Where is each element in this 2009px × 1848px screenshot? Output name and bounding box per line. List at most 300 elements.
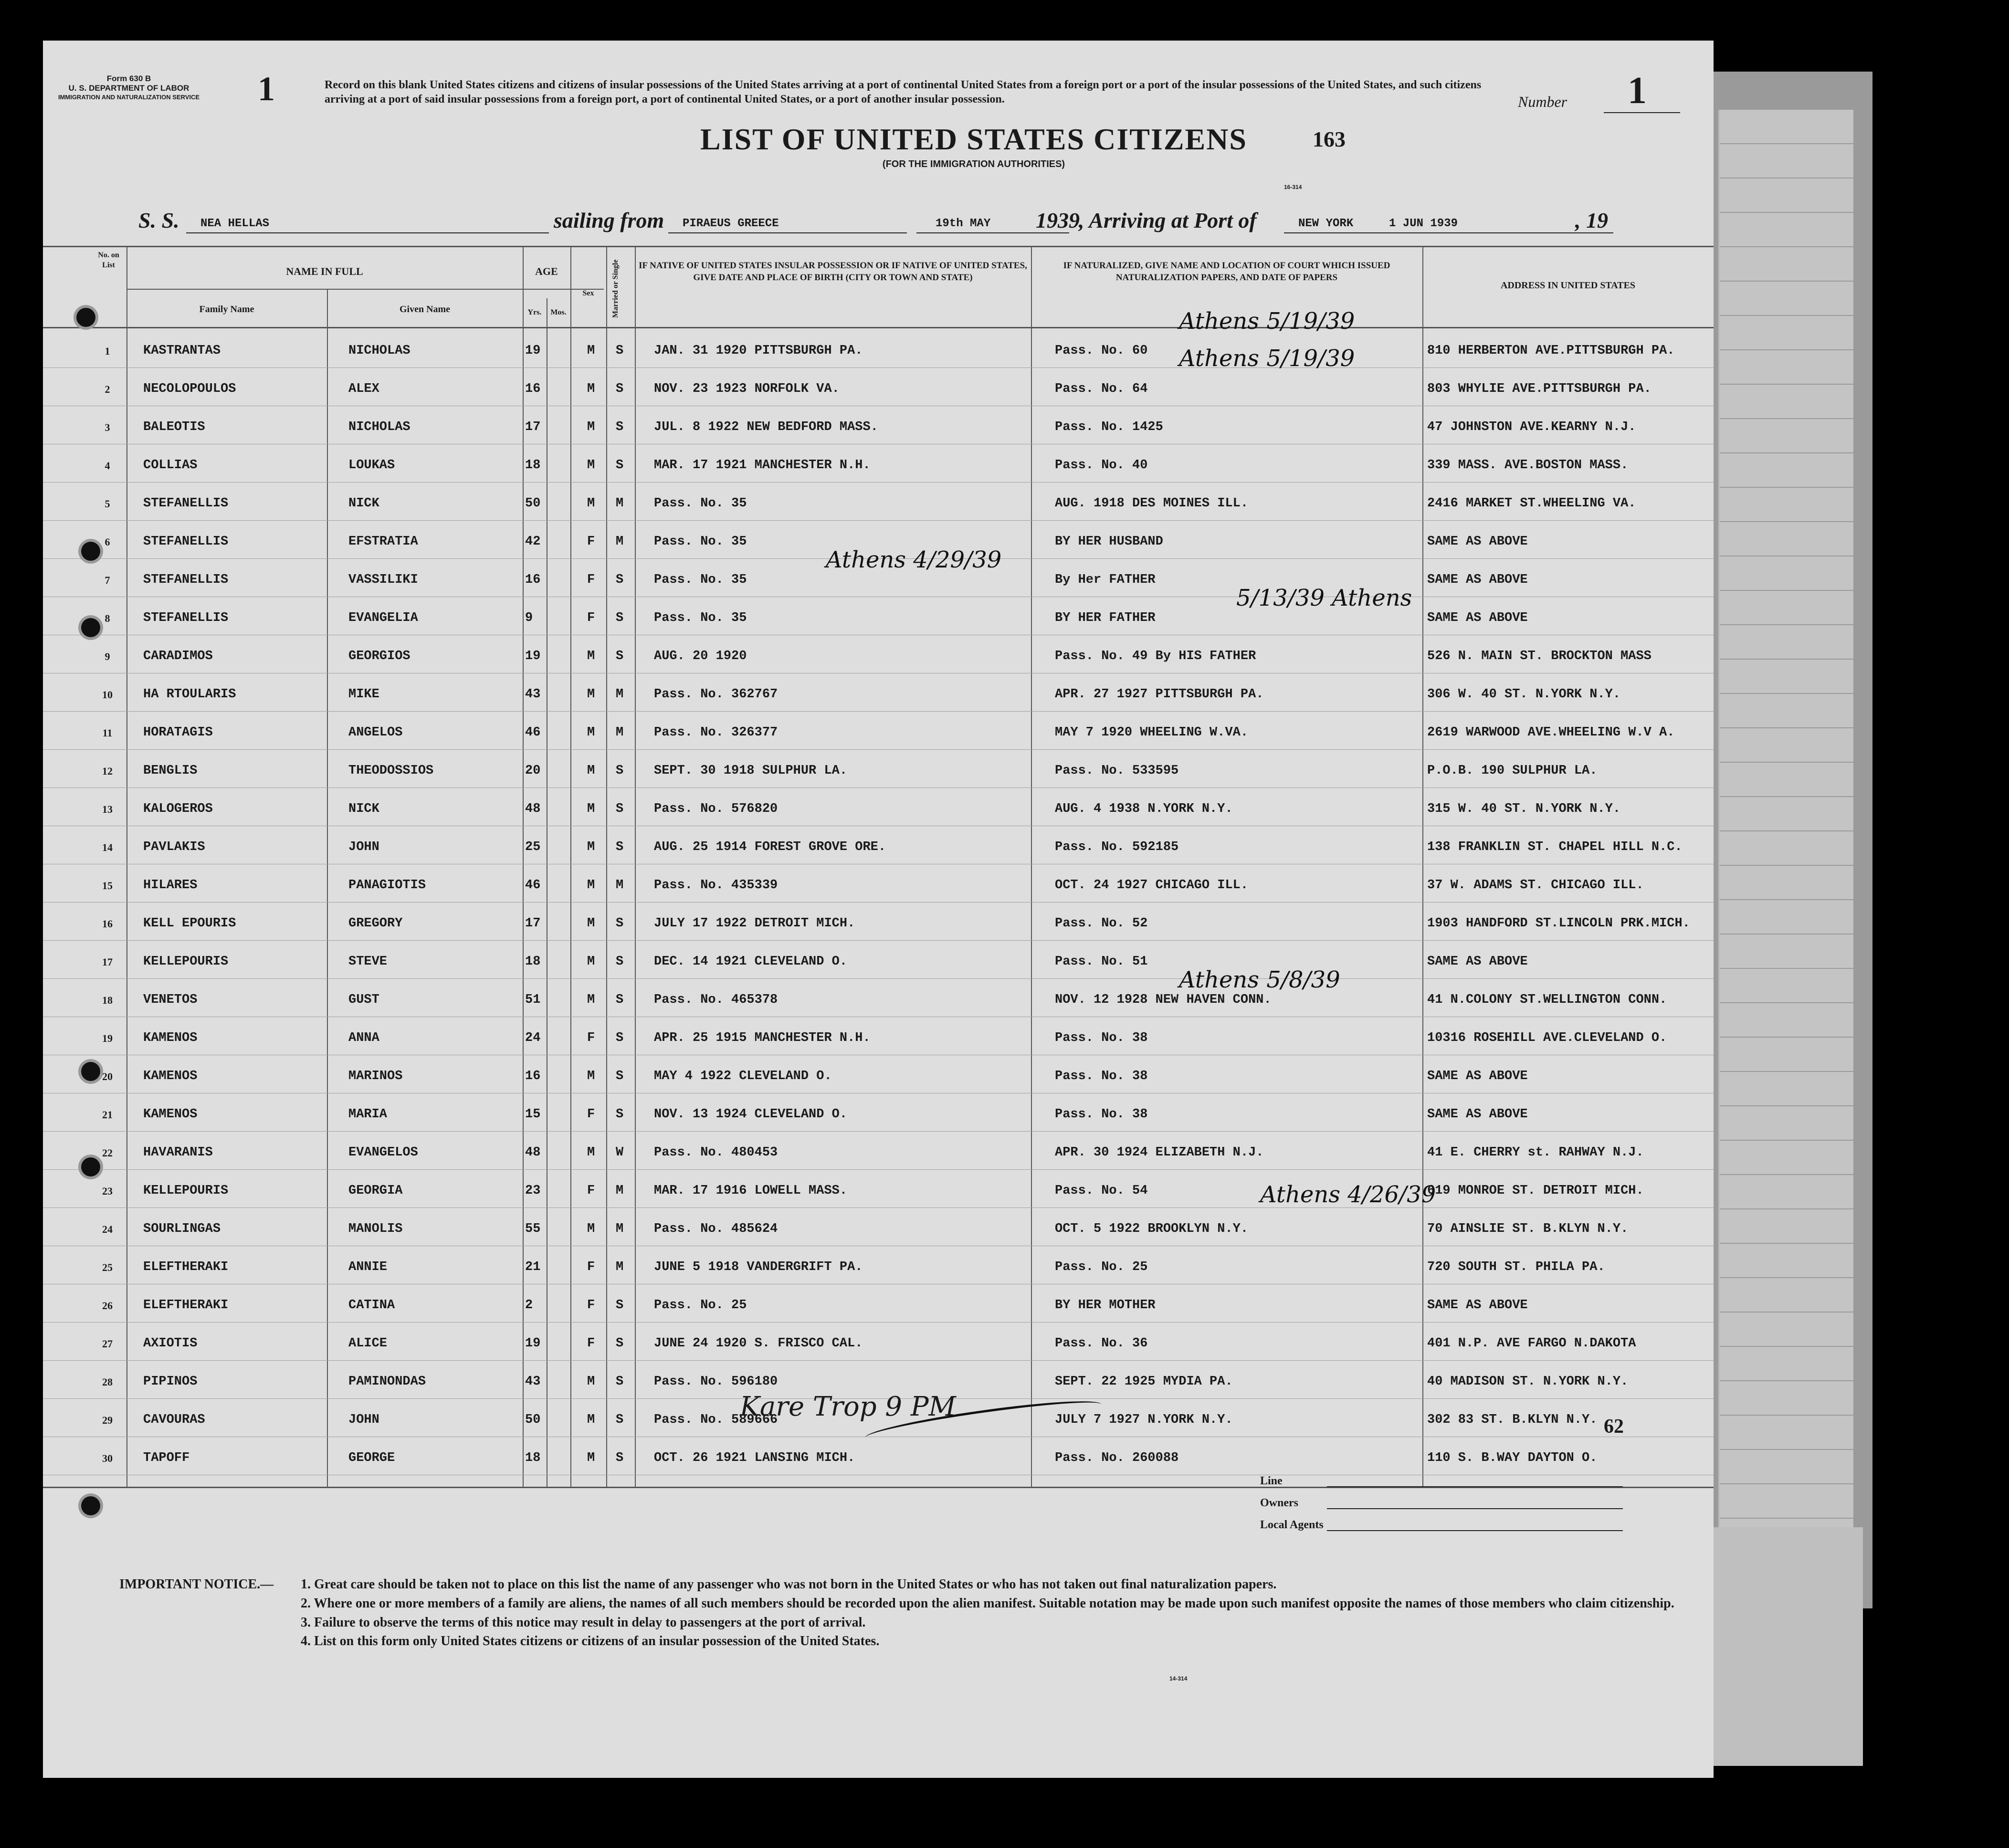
row-rule: [43, 749, 1714, 750]
table-row: [43, 904, 1714, 941]
marital-status: S: [616, 611, 624, 625]
intro-text: Record on this blank United States citizens and citizens of insular possessions of the United States arriving at a port of continental United States from a foreign port or a port of the insular possessions of the United States, and such citizens arriving at a port of said insular possessions from a foreign port, a port of continental United States, or a port of another insular possession.: [325, 79, 1482, 105]
given-name: GREGORY: [348, 916, 403, 931]
col-married-single: Married or Single: [611, 259, 620, 318]
row-number: 20: [102, 1071, 113, 1082]
marital-status: M: [616, 1184, 624, 1198]
given-name: ANNA: [348, 1031, 379, 1045]
number-value: 1: [1628, 70, 1647, 112]
age-years: 24: [525, 1031, 541, 1045]
table-row: [43, 714, 1714, 750]
age-years: 43: [525, 687, 541, 702]
sex: M: [587, 878, 595, 892]
marital-status: S: [616, 1298, 624, 1312]
table-row: [43, 1019, 1714, 1055]
given-name: NICHOLAS: [348, 420, 410, 434]
sex: M: [587, 458, 595, 472]
col-yrs: Yrs.: [527, 308, 542, 316]
family-name: KAMENOS: [143, 1069, 198, 1083]
table-row: [43, 1210, 1714, 1246]
birth-info: AUG. 25 1914 FOREST GROVE ORE.: [654, 840, 886, 854]
row-rule: [43, 1169, 1714, 1170]
age-years: 18: [525, 1451, 541, 1465]
naturalization-info: APR. 27 1927 PITTSBURGH PA.: [1055, 687, 1264, 702]
form-number: Form 630 B: [106, 74, 151, 83]
address: 803 WHYLIE AVE.PITTSBURGH PA.: [1427, 382, 1651, 396]
naturalization-info: BY HER MOTHER: [1055, 1298, 1156, 1312]
given-name: EVANGELOS: [348, 1145, 418, 1160]
birth-info: APR. 25 1915 MANCHESTER N.H.: [654, 1031, 871, 1045]
birth-info: JUL. 8 1922 NEW BEDFORD MASS.: [654, 420, 878, 434]
age-years: 20: [525, 764, 541, 778]
address: 339 MASS. AVE.BOSTON MASS.: [1427, 458, 1629, 472]
address: 619 MONROE ST. DETROIT MICH.: [1427, 1184, 1644, 1198]
marital-status: S: [616, 1107, 624, 1122]
given-name: LOUKAS: [348, 458, 395, 472]
col-address: ADDRESS IN UNITED STATES: [1500, 280, 1636, 291]
family-name: KAMENOS: [143, 1031, 198, 1045]
marital-status: S: [616, 382, 624, 396]
naturalization-info: APR. 30 1924 ELIZABETH N.J.: [1055, 1145, 1264, 1160]
family-name: KASTRANTAS: [143, 344, 221, 358]
table-row: [43, 637, 1714, 673]
family-name: ELEFTHERAKI: [143, 1298, 229, 1312]
age-years: 9: [525, 611, 533, 625]
sex: M: [587, 993, 595, 1007]
given-name: ALEX: [348, 382, 379, 396]
col-no: No. on List: [98, 251, 119, 269]
sex: M: [587, 649, 595, 663]
col-sex: Sex: [582, 289, 594, 297]
table-row: [43, 828, 1714, 864]
table-row: [43, 943, 1714, 979]
given-name: MIKE: [348, 687, 379, 702]
sailing-date: 19th MAY: [936, 217, 991, 230]
address: 2619 WARWOOD AVE.WHEELING W.V A.: [1427, 725, 1675, 740]
address: SAME AS ABOVE: [1427, 535, 1528, 549]
marital-status: M: [616, 496, 624, 511]
row-rule: [43, 1322, 1714, 1323]
row-number: 17: [102, 956, 113, 968]
sailing-year: 1939: [1036, 208, 1080, 232]
given-name: GEORGIA: [348, 1184, 403, 1198]
naturalization-info: By Her FATHER: [1055, 573, 1156, 587]
row-number: 1: [105, 345, 110, 357]
birth-info: DEC. 14 1921 CLEVELAND O.: [654, 955, 848, 969]
naturalization-info: Pass. No. 1425: [1055, 420, 1163, 434]
naturalization-info: NOV. 12 1928 NEW HAVEN CONN.: [1055, 993, 1272, 1007]
birth-info: NOV. 13 1924 CLEVELAND O.: [654, 1107, 848, 1122]
birth-info: JUNE 24 1920 S. FRISCO CAL.: [654, 1336, 863, 1351]
marital-status: S: [616, 1413, 624, 1427]
sex: M: [587, 802, 595, 816]
naturalization-info: Pass. No. 38: [1055, 1069, 1148, 1083]
birth-info: MAY 4 1922 CLEVELAND O.: [654, 1069, 832, 1083]
family-name: STEFANELLIS: [143, 611, 229, 625]
family-name: KELLEPOURIS: [143, 955, 229, 969]
row-number: 27: [102, 1338, 113, 1350]
marital-status: S: [616, 344, 624, 358]
col-name-in-full: NAME IN FULL: [286, 265, 363, 277]
sailing-label: sailing from: [554, 208, 664, 232]
family-name: KELL EPOURIS: [143, 916, 236, 931]
row-number: 6: [105, 536, 110, 548]
marital-status: M: [616, 535, 624, 549]
row-number: 29: [102, 1414, 113, 1426]
row-number: 10: [102, 689, 113, 701]
birth-info: JUNE 5 1918 VANDERGRIFT PA.: [654, 1260, 863, 1274]
table-row: [43, 446, 1714, 483]
naturalization-info: AUG. 1918 DES MOINES ILL.: [1055, 496, 1249, 511]
marital-status: S: [616, 993, 624, 1007]
given-name: ANNIE: [348, 1260, 388, 1274]
naturalization-info: AUG. 4 1938 N.YORK N.Y.: [1055, 802, 1233, 816]
naturalization-info: JULY 7 1927 N.YORK N.Y.: [1055, 1413, 1233, 1427]
address: 526 N. MAIN ST. BROCKTON MASS: [1427, 649, 1651, 663]
age-years: 16: [525, 1069, 541, 1083]
naturalization-info: Pass. No. 592185: [1055, 840, 1179, 854]
header-bottom-rule: [43, 327, 1714, 328]
sex: M: [587, 1145, 595, 1160]
birth-info: Pass. No. 576820: [654, 802, 778, 816]
family-name: HORATAGIS: [143, 725, 213, 740]
given-name: VASSILIKI: [348, 573, 418, 587]
ship-name: NEA HELLAS: [200, 217, 270, 230]
naturalization-info: Pass. No. 36: [1055, 1336, 1148, 1351]
given-name: MARIA: [348, 1107, 388, 1122]
footer-fields: [1260, 1470, 1324, 1536]
sex: M: [587, 916, 595, 931]
naturalization-info: Pass. No. 60: [1055, 344, 1148, 358]
address: 302 83 ST. B.KLYN N.Y.: [1427, 1413, 1598, 1427]
row-number: 19: [102, 1032, 113, 1044]
row-number: 23: [102, 1185, 113, 1197]
sex: M: [587, 420, 595, 434]
signature: Kare Trop 9 PM: [740, 1391, 956, 1422]
given-name: EVANGELIA: [348, 611, 418, 625]
handwritten-note: Athens 4/26/39: [1260, 1181, 1436, 1208]
naturalization-info: Pass. No. 533595: [1055, 764, 1179, 778]
address: P.O.B. 190 SULPHUR LA.: [1427, 764, 1598, 778]
address: 810 HERBERTON AVE.PITTSBURGH PA.: [1427, 344, 1675, 358]
marital-status: S: [616, 458, 624, 472]
address: 37 W. ADAMS ST. CHICAGO ILL.: [1427, 878, 1644, 892]
family-name: BALEOTIS: [143, 420, 205, 434]
age-years: 19: [525, 1336, 541, 1351]
marital-status: S: [616, 802, 624, 816]
sex: M: [587, 1413, 595, 1427]
row-number: 26: [102, 1300, 113, 1312]
age-years: 51: [525, 993, 541, 1007]
given-name: MARINOS: [348, 1069, 403, 1083]
marital-status: M: [616, 687, 624, 702]
address: 40 MADISON ST. N.YORK N.Y.: [1427, 1375, 1629, 1389]
sex: F: [587, 1260, 595, 1274]
punch-hole: [76, 308, 95, 327]
punch-hole: [81, 1157, 100, 1176]
address: 306 W. 40 ST. N.YORK N.Y.: [1427, 687, 1621, 702]
age-years: 21: [525, 1260, 541, 1274]
naturalization-info: OCT. 24 1927 CHICAGO ILL.: [1055, 878, 1249, 892]
row-number: 24: [102, 1223, 113, 1235]
local-agents-field: Local Agents: [1260, 1514, 1324, 1536]
arrival-date: 1 JUN 1939: [1389, 217, 1458, 230]
birth-info: Pass. No. 435339: [654, 878, 778, 892]
handwritten-note: Athens 5/8/39: [1179, 966, 1340, 993]
row-rule: [43, 902, 1714, 903]
sex: M: [587, 1375, 595, 1389]
age-years: 48: [525, 1145, 541, 1160]
age-years: 55: [525, 1222, 541, 1236]
age-years: 23: [525, 1184, 541, 1198]
col-naturalized: IF NATURALIZED, GIVE NAME AND LOCATION OF COURT WHICH ISSUED NATURALIZATION PAPERS, AND DATE OF PAPERS: [1063, 261, 1390, 283]
handwritten-note: Athens 5/19/39: [1179, 345, 1355, 372]
row-number: 7: [105, 574, 110, 586]
birth-info: OCT. 26 1921 LANSING MICH.: [654, 1451, 855, 1465]
sex: M: [587, 496, 595, 511]
family-name: VENETOS: [143, 993, 198, 1007]
naturalization-info: Pass. No. 38: [1055, 1031, 1148, 1045]
age-years: 43: [525, 1375, 541, 1389]
row-rule: [43, 1360, 1714, 1361]
line-field: Line: [1260, 1470, 1324, 1492]
table-row: [43, 981, 1714, 1017]
marital-status: S: [616, 420, 624, 434]
marital-status: S: [616, 1336, 624, 1351]
row-number: 16: [102, 918, 113, 930]
table-row: [43, 1324, 1714, 1361]
row-number: 22: [102, 1147, 113, 1159]
form-header: [43, 74, 215, 101]
row-number: 18: [102, 994, 113, 1006]
family-name: CARADIMOS: [143, 649, 213, 663]
col-given-name: Given Name: [399, 304, 451, 315]
birth-info: Pass. No. 35: [654, 573, 747, 587]
marital-status: S: [616, 1069, 624, 1083]
address: SAME AS ABOVE: [1427, 955, 1528, 969]
family-name: PAVLAKIS: [143, 840, 205, 854]
birth-info: AUG. 20 1920: [654, 649, 747, 663]
row-number: 13: [102, 803, 113, 815]
birth-info: Pass. No. 35: [654, 611, 747, 625]
birth-info: JAN. 31 1920 PITTSBURGH PA.: [654, 344, 863, 358]
family-name: STEFANELLIS: [143, 573, 229, 587]
row-number: 11: [102, 727, 113, 739]
ss-label: S. S.: [138, 208, 179, 232]
address: SAME AS ABOVE: [1427, 573, 1528, 587]
marital-status: M: [616, 725, 624, 740]
table-row: [43, 675, 1714, 712]
age-years: 2: [525, 1298, 533, 1312]
birth-info: MAR. 17 1921 MANCHESTER N.H.: [654, 458, 871, 472]
notice-item: 2. Where one or more members of a family are aliens, the names of all such members should be recorded upon the alien manifest. Suitable notation may be made upon such manifest opposite the names of those members who claim citizenship.: [301, 1596, 1674, 1611]
row-number: 8: [105, 612, 110, 624]
port-line: [1284, 232, 1613, 233]
given-name: GEORGIOS: [348, 649, 410, 663]
notice-lead: IMPORTANT NOTICE.—: [119, 1577, 274, 1592]
birth-info: Pass. No. 465378: [654, 993, 778, 1007]
naturalization-info: Pass. No. 49 By HIS FATHER: [1055, 649, 1256, 663]
given-name: GEORGE: [348, 1451, 395, 1465]
age-years: 16: [525, 382, 541, 396]
row-number: 30: [102, 1452, 113, 1464]
naturalization-info: BY HER HUSBAND: [1055, 535, 1163, 549]
birth-info: Pass. No. 25: [654, 1298, 747, 1312]
sailing-from: PIRAEUS GREECE: [683, 217, 779, 230]
marital-status: S: [616, 1451, 624, 1465]
family-name: KALOGEROS: [143, 802, 213, 816]
given-name: EFSTRATIA: [348, 535, 418, 549]
naturalization-info: Pass. No. 260088: [1055, 1451, 1179, 1465]
birth-info: Pass. No. 596180: [654, 1375, 778, 1389]
family-name: TAPOFF: [143, 1451, 190, 1465]
notice-item: 3. Failure to observe the terms of this notice may result in delay to passengers at the port of arrival.: [301, 1615, 866, 1630]
sex: F: [587, 1107, 595, 1122]
row-rule: [43, 520, 1714, 521]
number-label: Number: [1518, 93, 1567, 110]
family-name: STEFANELLIS: [143, 496, 229, 511]
family-name: HAVARANIS: [143, 1145, 213, 1160]
table-row: [43, 370, 1714, 406]
table-row: [43, 866, 1714, 903]
row-number: 5: [105, 498, 110, 510]
row-number: 28: [102, 1376, 113, 1388]
sex: F: [587, 1336, 595, 1351]
birth-info: Pass. No. 589666: [654, 1413, 778, 1427]
row-rule: [43, 940, 1714, 941]
naturalization-info: Pass. No. 25: [1055, 1260, 1148, 1274]
table-row: [43, 1134, 1714, 1170]
col-family-name: Family Name: [199, 304, 254, 315]
given-name: STEVE: [348, 955, 388, 969]
sex: F: [587, 1031, 595, 1045]
age-years: 50: [525, 496, 541, 511]
birth-info: Pass. No. 35: [654, 535, 747, 549]
marital-status: S: [616, 764, 624, 778]
table-row: [43, 599, 1714, 635]
sailing-line: [668, 232, 907, 233]
address: SAME AS ABOVE: [1427, 1069, 1528, 1083]
naturalization-info: OCT. 5 1922 BROOKLYN N.Y.: [1055, 1222, 1249, 1236]
name-subhead-rule: [126, 289, 604, 290]
address: 720 SOUTH ST. PHILA PA.: [1427, 1260, 1605, 1274]
given-name: NICHOLAS: [348, 344, 410, 358]
given-name: ANGELOS: [348, 725, 403, 740]
table-row: [43, 790, 1714, 826]
given-name: PANAGIOTIS: [348, 878, 426, 892]
handwritten-note: 5/13/39 Athens: [1236, 585, 1412, 611]
address: 138 FRANKLIN ST. CHAPEL HILL N.C.: [1427, 840, 1683, 854]
page-title: LIST OF UNITED STATES CITIZENS: [700, 122, 1248, 156]
marital-status: S: [616, 840, 624, 854]
age-years: 19: [525, 649, 541, 663]
address: SAME AS ABOVE: [1427, 1298, 1528, 1312]
punch-hole: [81, 1496, 100, 1515]
row-number: 9: [105, 651, 110, 662]
naturalization-info: SEPT. 22 1925 MYDIA PA.: [1055, 1375, 1233, 1389]
naturalization-info: Pass. No. 52: [1055, 916, 1148, 931]
naturalization-info: Pass. No. 51: [1055, 955, 1148, 969]
notice-item: 4. List on this form only United States citizens or citizens of an insular possession of the United States.: [301, 1634, 880, 1649]
form-code-top: 16-314: [1284, 184, 1302, 190]
sex: M: [587, 687, 595, 702]
age-years: 16: [525, 573, 541, 587]
notice-item: 1. Great care should be taken not to place on this list the name of any passenger who was not born in the United States or who has not taken out final naturalization papers.: [301, 1577, 1277, 1592]
given-name: PAMINONDAS: [348, 1375, 426, 1389]
family-name: SOURLINGAS: [143, 1222, 221, 1236]
birth-info: Pass. No. 362767: [654, 687, 778, 702]
family-name: CAVOURAS: [143, 1413, 205, 1427]
row-number: 3: [105, 421, 110, 433]
row-rule: [43, 711, 1714, 712]
birth-info: JULY 17 1922 DETROIT MICH.: [654, 916, 855, 931]
given-name: CATINA: [348, 1298, 395, 1312]
address: 47 JOHNSTON AVE.KEARNY N.J.: [1427, 420, 1636, 434]
address: 41 E. CHERRY st. RAHWAY N.J.: [1427, 1145, 1644, 1160]
table-row: [43, 1095, 1714, 1132]
sex: M: [587, 725, 595, 740]
handwritten-note: Athens 5/19/39: [1179, 308, 1355, 335]
age-years: 50: [525, 1413, 541, 1427]
birth-info: Pass. No. 326377: [654, 725, 778, 740]
row-number: 25: [102, 1261, 113, 1273]
birth-info: Pass. No. 485624: [654, 1222, 778, 1236]
row-rule: [43, 482, 1714, 483]
family-name: KAMENOS: [143, 1107, 198, 1122]
marital-status: W: [616, 1145, 624, 1160]
age-years: 25: [525, 840, 541, 854]
address: 1903 HANDFORD ST.LINCOLN PRK.MICH.: [1427, 916, 1690, 931]
col-birth: IF NATIVE OF UNITED STATES INSULAR POSSESSION OR IF NATIVE OF UNITED STATES, GIVE DATE AND PLACE OF BIRTH (CITY OR TOWN AND STATE): [639, 261, 1027, 283]
given-name: NICK: [348, 802, 379, 816]
manifest-page: [43, 41, 1714, 1778]
sex: F: [587, 611, 595, 625]
sex: M: [587, 1451, 595, 1465]
sex: M: [587, 840, 595, 854]
naturalization-info: Pass. No. 54: [1055, 1184, 1148, 1198]
page-subtitle: (FOR THE IMMIGRATION AUTHORITIES): [882, 159, 1065, 169]
sex: M: [587, 955, 595, 969]
address: 2416 MARKET ST.WHEELING VA.: [1427, 496, 1636, 511]
family-name: KELLEPOURIS: [143, 1184, 229, 1198]
age-years: 19: [525, 344, 541, 358]
family-name: HILARES: [143, 878, 198, 892]
table-row: [43, 752, 1714, 788]
naturalization-info: BY HER FATHER: [1055, 611, 1156, 625]
row-rule: [43, 978, 1714, 979]
address: 315 W. 40 ST. N.YORK N.Y.: [1427, 802, 1621, 816]
sex: M: [587, 764, 595, 778]
table-row: [43, 408, 1714, 444]
family-name: HA RTOULARIS: [143, 687, 236, 702]
age-years: 18: [525, 955, 541, 969]
marital-status: S: [616, 955, 624, 969]
department-name: U. S. DEPARTMENT OF LABOR: [68, 84, 189, 93]
birth-info: Pass. No. 35: [654, 496, 747, 511]
punch-hole: [81, 1062, 100, 1081]
voyage-line: [43, 208, 1714, 236]
table-row: [43, 484, 1714, 521]
row-rule: [43, 1131, 1714, 1132]
age-years: 46: [525, 878, 541, 892]
birth-info: MAR. 17 1916 LOWELL MASS.: [654, 1184, 848, 1198]
address: 401 N.P. AVE FARGO N.DAKOTA: [1427, 1336, 1636, 1351]
sex: F: [587, 535, 595, 549]
given-name: NICK: [348, 496, 379, 511]
age-years: 17: [525, 916, 541, 931]
marital-status: S: [616, 1375, 624, 1389]
given-name: JOHN: [348, 1413, 379, 1427]
